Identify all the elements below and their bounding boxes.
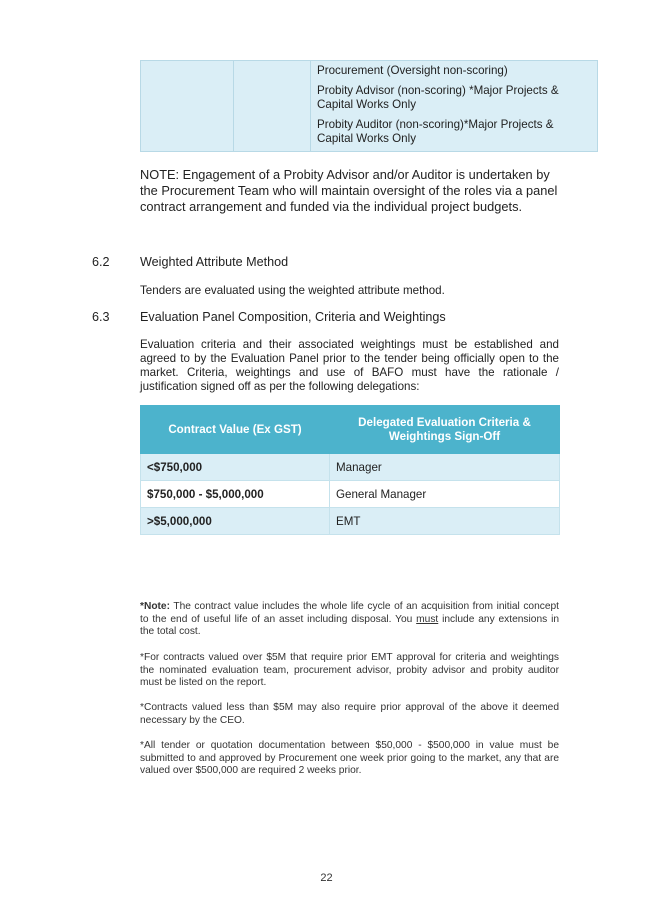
header-contract-value: Contract Value (Ex GST) (141, 406, 330, 454)
role-line: Probity Advisor (non-scoring) *Major Projects & Capital Works Only (317, 84, 559, 111)
contract-value-cell: $750,000 - $5,000,000 (141, 481, 330, 508)
probity-note: NOTE: Engagement of a Probity Advisor and/or Auditor is undertaken by the Procurement Team who will maintain oversight of the roles via a panel contract arrangement and funded via the individual project budgets. (140, 167, 558, 214)
section-body-6-2: Tenders are evaluated using the weighted attribute method. (140, 284, 445, 297)
delegation-table (140, 405, 560, 535)
contract-value-cell: >$5,000,000 (141, 508, 330, 535)
footnote-contract-value (140, 601, 559, 639)
table-row (141, 508, 560, 535)
table-row (141, 481, 560, 508)
role-line: Procurement (Oversight non-scoring) (317, 64, 508, 77)
section-body-6-3: Evaluation criteria and their associated weightings must be established and agreed to by the Evaluation Panel prior to the tender being officially open to the market. Criteria, weightings and use of BAFO must have the rationale / justification signed off as per the following delegations: (140, 338, 559, 393)
section-number-6-3: 6.3 (92, 310, 110, 324)
section-number-6-2: 6.2 (92, 255, 110, 269)
signoff-cell: General Manager (330, 481, 560, 508)
footnote-text: include any extensions in the total cost. (140, 613, 559, 638)
roles-table-continuation (140, 60, 598, 152)
footnote-text: The contract value includes the whole life cycle of an acquisition from initial concept to the end of useful life of an asset including disposal. You (140, 601, 559, 625)
footnote-must: must (416, 613, 439, 625)
roles-table-empty-cell (141, 61, 234, 152)
signoff-cell: Manager (330, 454, 560, 481)
section-title-6-3: Evaluation Panel Composition, Criteria and Weightings (140, 310, 446, 324)
roles-table-empty-cell (234, 61, 311, 152)
footnote-note-label: *Note: (140, 601, 170, 612)
page-number: 22 (320, 872, 333, 884)
footnote-emt-approval: *For contracts valued over $5M that require prior EMT approval for criteria and weightings the nominated evaluation team, procurement advisor, probity advisor and probity auditor must be listed on the report. (140, 652, 559, 689)
role-line: Probity Auditor (non-scoring)*Major Projects & Capital Works Only (317, 118, 554, 145)
signoff-cell: EMT (330, 508, 560, 535)
roles-table-roles-cell (311, 61, 598, 152)
section-title-6-2: Weighted Attribute Method (140, 255, 289, 269)
table-row (141, 454, 560, 481)
header-signoff: Delegated Evaluation Criteria & Weightings Sign-Off (330, 406, 560, 454)
footnote-documentation: *All tender or quotation documentation between $50,000 - $500,000 in value must be submitted to and approved by Procurement one week prior going to the market, any that are valued over $500,000 are required 2 weeks prior. (140, 740, 559, 777)
footnote-ceo-approval: *Contracts valued less than $5M may also require prior approval of the above it deemed necessary by the CEO. (140, 702, 559, 726)
contract-value-cell: <$750,000 (141, 454, 330, 481)
